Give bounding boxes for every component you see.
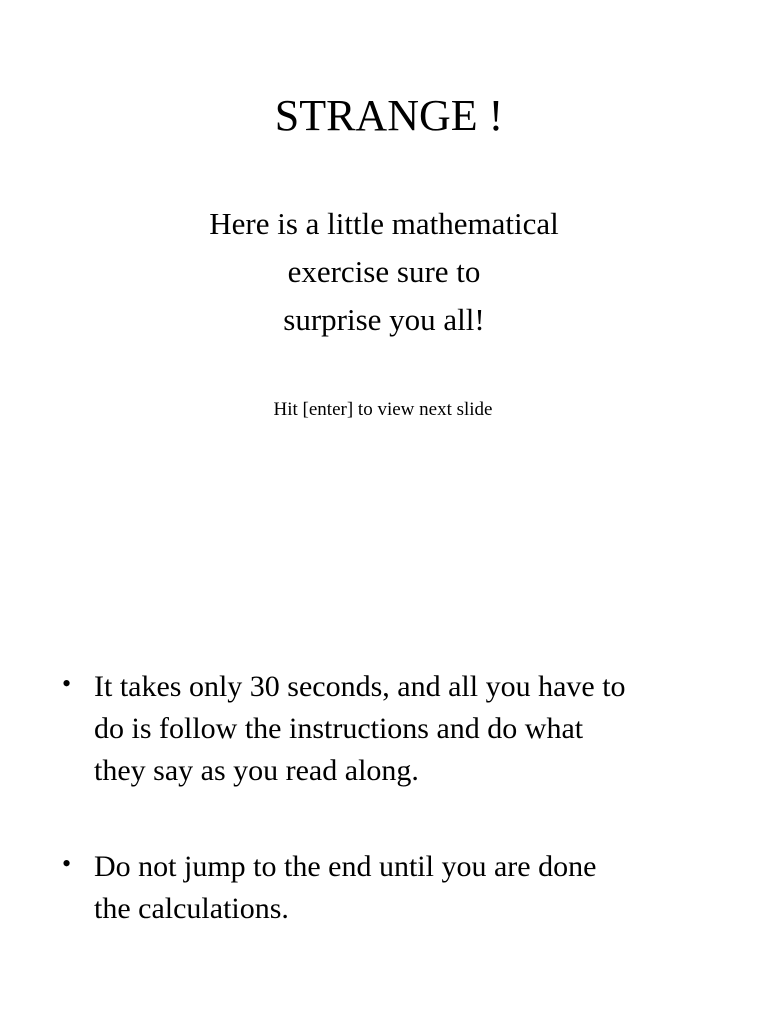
intro-line: Here is a little mathematical xyxy=(209,206,559,241)
bullet-line: It takes only 30 seconds, and all you have to xyxy=(94,670,626,703)
bullet-line: Do not jump to the end until you are done xyxy=(94,850,597,883)
bullet-item-warning xyxy=(62,846,754,930)
bullet-line: do is follow the instructions and do what xyxy=(94,712,584,745)
next-slide-hint: Hit [enter] to view next slide xyxy=(273,399,493,420)
bullet-line: the calculations. xyxy=(94,892,289,925)
bullet-marker: • xyxy=(62,669,72,698)
intro-line: exercise sure to xyxy=(287,254,481,289)
intro-line: surprise you all! xyxy=(283,302,485,337)
bullet-marker: • xyxy=(62,849,72,878)
intro-text xyxy=(0,200,768,344)
bullet-item-timing xyxy=(62,666,754,792)
slide-title: STRANGE ! xyxy=(274,91,504,140)
bullet-line: they say as you read along. xyxy=(94,754,419,787)
